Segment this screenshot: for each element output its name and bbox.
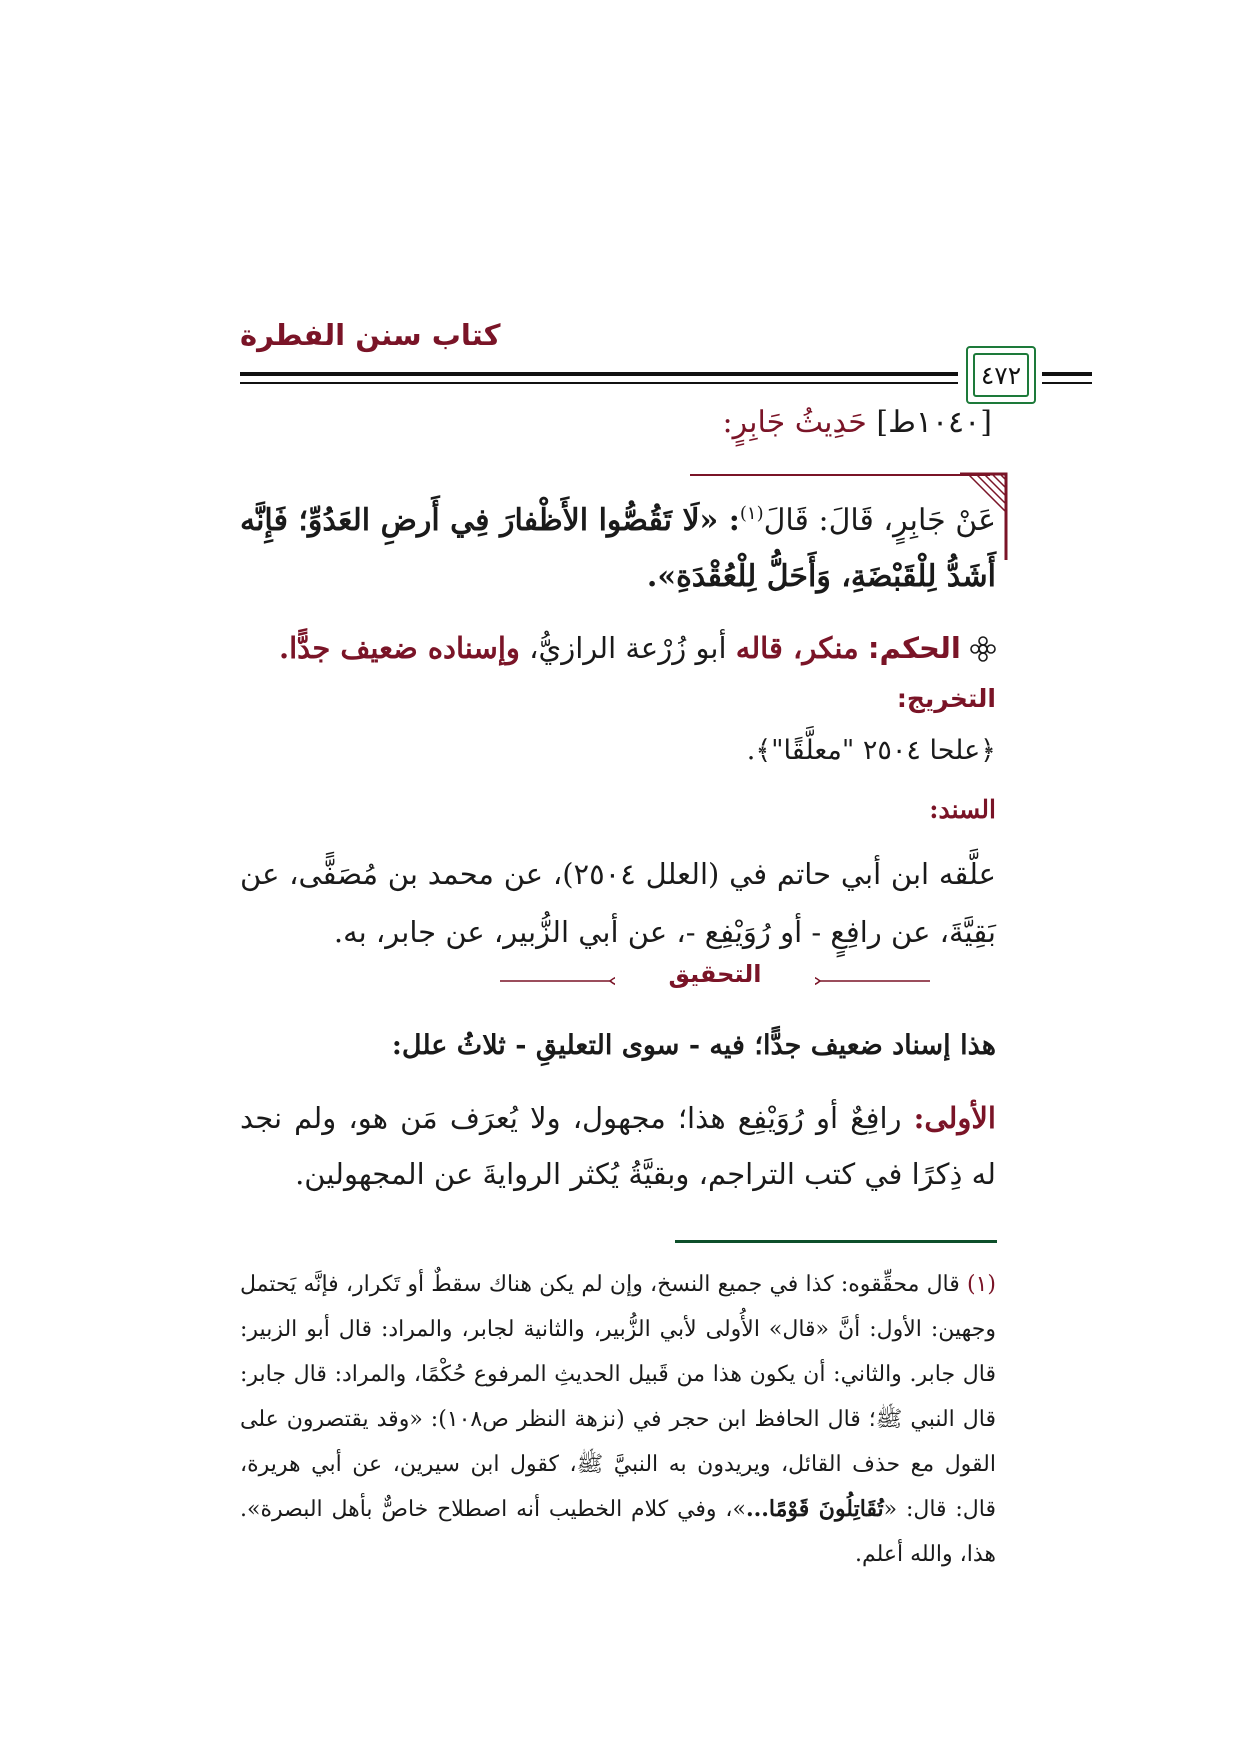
footnote-marker: (١) <box>739 503 764 524</box>
ornament-line <box>690 474 990 476</box>
tahqiq-summary: هذا إسناد ضعيف جدًّا؛ فيه - سوى التعليقِ - ثلاثُ علل: <box>391 1030 996 1061</box>
first-defect-paragraph <box>240 1090 996 1202</box>
header-rule <box>1042 382 1092 384</box>
first-defect-label: الأولى: <box>913 1101 996 1135</box>
ruling-verdict: منكر، قاله <box>735 631 859 665</box>
footnote-text-a: قال محقِّقوه: كذا في جميع النسخ، وإن لم يكن هناك سقطٌ أو تَكرار، فإنَّه يَحتمل وجهين: الأول: أنَّ «قال» الأُولى لأبي الزُّبير، والثانية لجابر، والمراد: قال أبو الزبير: قال جابر. والثاني: أن يكون هذا من قَبيل الحديثِ المرفوع حُكْمًا، والمراد: قال جابر: قال النبي ﷺ؛ قال الحافظ ابن حجر في (نزهة النظر ص١٠٨): «وقد يقتصرون على القول مع حذف القائل، ويريدون به النبيَّ ﷺ، كقول ابن سيرين، عن أبي هريرة، قال: قال: « <box>240 1272 996 1522</box>
flower-icon <box>970 636 996 662</box>
hadith-intro: عَنْ جَابِرٍ، قَالَ: قَالَ <box>763 503 996 538</box>
sanad-heading: السند: <box>929 795 996 824</box>
hadith-heading <box>722 405 992 440</box>
hadith-matn: : «لَا تَقُصُّوا الأَظْفارَ فِي أَرضِ العَدُوِّ؛ فَإِنَّه أَشَدُّ لِلْقَبْضَةِ، وَأَحَلُّ لِلْعُقْدَةِ». <box>240 503 996 594</box>
sanad-text: علَّقه ابن أبي حاتم في (العلل ٢٥٠٤)، عن محمد بن مُصَفًّى، عن بَقِيَّةَ، عن رافِعٍ - أو رُوَيْفِع -، عن أبي الزُّبير، عن جابر، به. <box>240 857 996 949</box>
ruling-isnad: وإسناده ضعيف جدًّا. <box>278 631 520 665</box>
ruling-line <box>240 622 996 674</box>
takhrij-text: ﴿علحا ٢٥٠٤ "معلَّقًا"﴾. <box>746 735 996 766</box>
footnote-number: (١) <box>966 1272 996 1297</box>
footnote-text-b: »، وفي كلام الخطيب أنه اصطلاح خاصٌّ بأهل البصرة». هذا، والله أعلم. <box>240 1497 996 1567</box>
ruling-label: الحكم: <box>867 631 961 665</box>
page-number-frame <box>966 346 1036 404</box>
header-rule <box>1042 372 1092 376</box>
hadith-number: [١٠٤٠ط] <box>876 405 992 440</box>
header-rule <box>240 382 958 384</box>
book-title: كتاب سنن الفطرة <box>240 318 501 352</box>
ruling-authority: أبو زُرْعة الرازيُّ، <box>529 631 727 665</box>
hadith-title: حَدِيثُ جَابِرٍ: <box>722 405 867 440</box>
first-defect-text: رافِعٌ أو رُوَيْفِع هذا؛ مجهول، ولا يُعرَف مَن هو، ولم نجد له ذِكرًا في كتب التراجم، وبقيَّةُ يُكثر الروايةَ عن المجهولين. <box>240 1101 996 1191</box>
header-rule <box>240 372 958 376</box>
takhrij-heading: التخريج: <box>896 684 996 713</box>
tahqiq-heading: التحقيق <box>615 960 815 988</box>
page-number: ٤٧٢ <box>973 353 1029 397</box>
footnote-rule <box>675 1240 997 1243</box>
footnote-quote: تُقَاتِلُونَ قَوْمًا... <box>745 1496 884 1522</box>
hadith-text <box>240 486 996 605</box>
footnote <box>240 1262 996 1577</box>
